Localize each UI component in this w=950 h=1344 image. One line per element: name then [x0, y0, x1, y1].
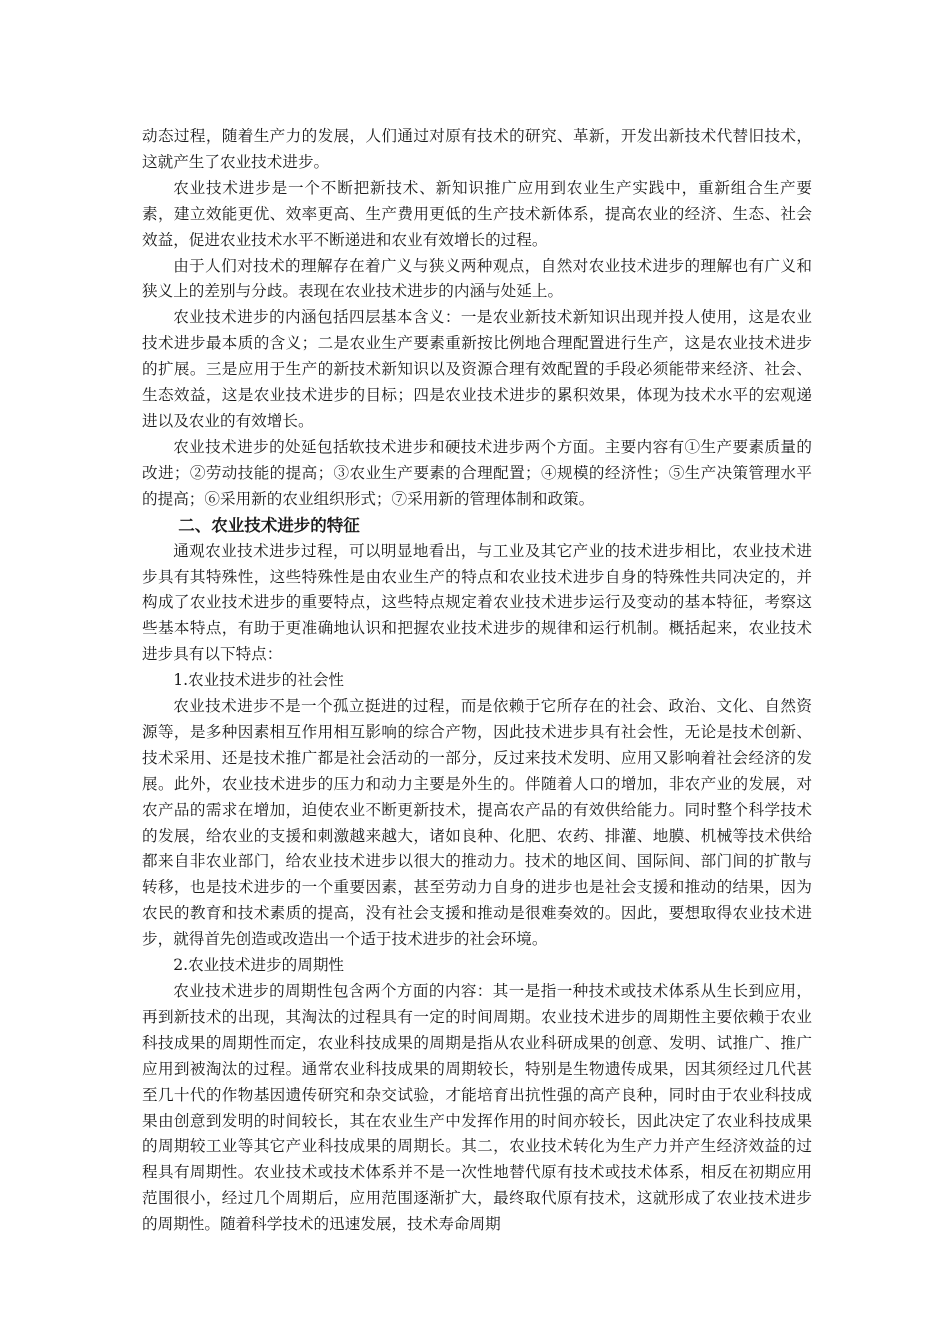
subheading-social: 1.农业技术进步的社会性 — [173, 671, 345, 690]
paragraph-extension: 农业技术进步的处延包括软技术进步和硬技术进步两个方面。主要内容有①生产要素质量的改进；②劳动技能的提高；③农业生产要素的合理配置；④规模的经济性；⑤生产决策管理水平的提高；⑥采用新的农业组织形式；⑦采用新的管理体制和政策。 — [142, 437, 812, 508]
subheading-cyclical: 2.农业技术进步的周期性 — [173, 956, 345, 975]
section-heading: 二、农业技术进步的特征 — [178, 515, 360, 535]
paragraph-broad-narrow: 由于人们对技术的理解存在着广义与狭义两种观点，自然对农业技术进步的理解也有广义和狭义上的差别与分歧。表现在农业技术进步的内涵与处延上。 — [142, 256, 812, 301]
paragraph-connotation: 农业技术进步的内涵包括四层基本含义：一是农业新技术新知识出现并投人使用，这是农业技术进步最本质的含义；二是农业生产要素重新按比例地合理配置进行生产，这是农业技术进步的扩展。三是应用于生产的新技术新知识以及资源合理有效配置的手段必须能带来经济、社会、生态效益，这是农业技术进步的目标；四是农业技术进步的累积效果，体现为技术水平的宏观递进以及农业的有效增长。 — [142, 308, 812, 430]
paragraph-continuation: 动态过程，随着生产力的发展，人们通过对原有技术的研究、革新，开发出新技术代替旧技术，这就产生了农业技术进步。 — [142, 127, 812, 171]
paragraph-overview: 通观农业技术进步过程，可以明显地看出，与工业及其它产业的技术进步相比，农业技术进步具有其特殊性，这些特殊性是由农业生产的特点和农业技术进步自身的特殊性共同决定的，并构成了农业技术进步的重要特点，这些特点规定着农业技术进步运行及变动的基本特征，考察这些基本特点，有助于更准确地认识和把握农业技术进步的规律和运行机制。概括起来，农业技术进步具有以下特点： — [142, 541, 812, 664]
paragraph-social: 农业技术进步不是一个孤立挺进的过程，而是依赖于它所存在的社会、政治、文化、自然资源等，是多种因素相互作用相互影响的综合产物，因此技术进步具有社会性，无论是技术创新、技术采用、还是技术推广都是社会活动的一部分，反过来技术发明、应用又影响着社会经济的发展。此外，农业技术进步的压力和动力主要是外生的。伴随着人口的增加，非农产业的发展，对农产品的需求在增加，迫使农业不断更新技术，提高农产品的有效供给能力。同时整个科学技术的发展，给农业的支援和刺激越来越大，诸如良种、化肥、农药、排灌、地膜、机械等技术供给都来自非农业部门，给农业技术进步以很大的推动力。技术的地区间、国际间、部门间的扩散与转移，也是技术进步的一个重要因素，甚至劳动力自身的进步也是社会支援和推动的结果，因为农民的教育和技术素质的提高，没有社会支援和推动是很难奏效的。因此，要想取得农业技术进步，就得首先创造或改造出一个适于技术进步的社会环境。 — [142, 697, 812, 949]
document-page — [142, 124, 812, 1238]
paragraph-cyclical: 农业技术进步的周期性包含两个方面的内容：其一是指一种技术或技术体系从生长到应用，再到新技术的出现，其淘汰的过程具有一定的时间周期。农业技术进步的周期性主要依赖于农业科技成果的周期性而定，农业科技成果的周期是指从农业科研成果的创意、发明、试推广、推广应用到被淘汰的过程。通常农业科技成果的周期较长，特别是生物遗传成果，因其须经过几代甚至几十代的作物基因遗传研究和杂交试验，才能培育出抗性强的高产良种，同时由于农业科技成果由创意到发明的时间较长，其在农业生产中发挥作用的时间亦较长，因此决定了农业科技成果的周期较工业等其它产业科技成果的周期长。其二，农业技术转化为生产力并产生经济效益的过程具有周期性。农业技术或技术体系并不是一次性地替代原有技术或技术体系，相反在初期应用范围很小，经过几个周期后，应用范围逐渐扩大，最终取代原有技术，这就形成了农业技术进步的周期性。随着科学技术的迅速发展，技术寿命周期 — [142, 982, 812, 1234]
paragraph-definition: 农业技术进步是一个不断把新技术、新知识推广应用到农业生产实践中，重新组合生产要素，建立效能更优、效率更高、生产费用更低的生产技术新体系，提高农业的经济、生态、社会效益，促进农业技术水平不断递进和农业有效增长的过程。 — [142, 178, 812, 249]
